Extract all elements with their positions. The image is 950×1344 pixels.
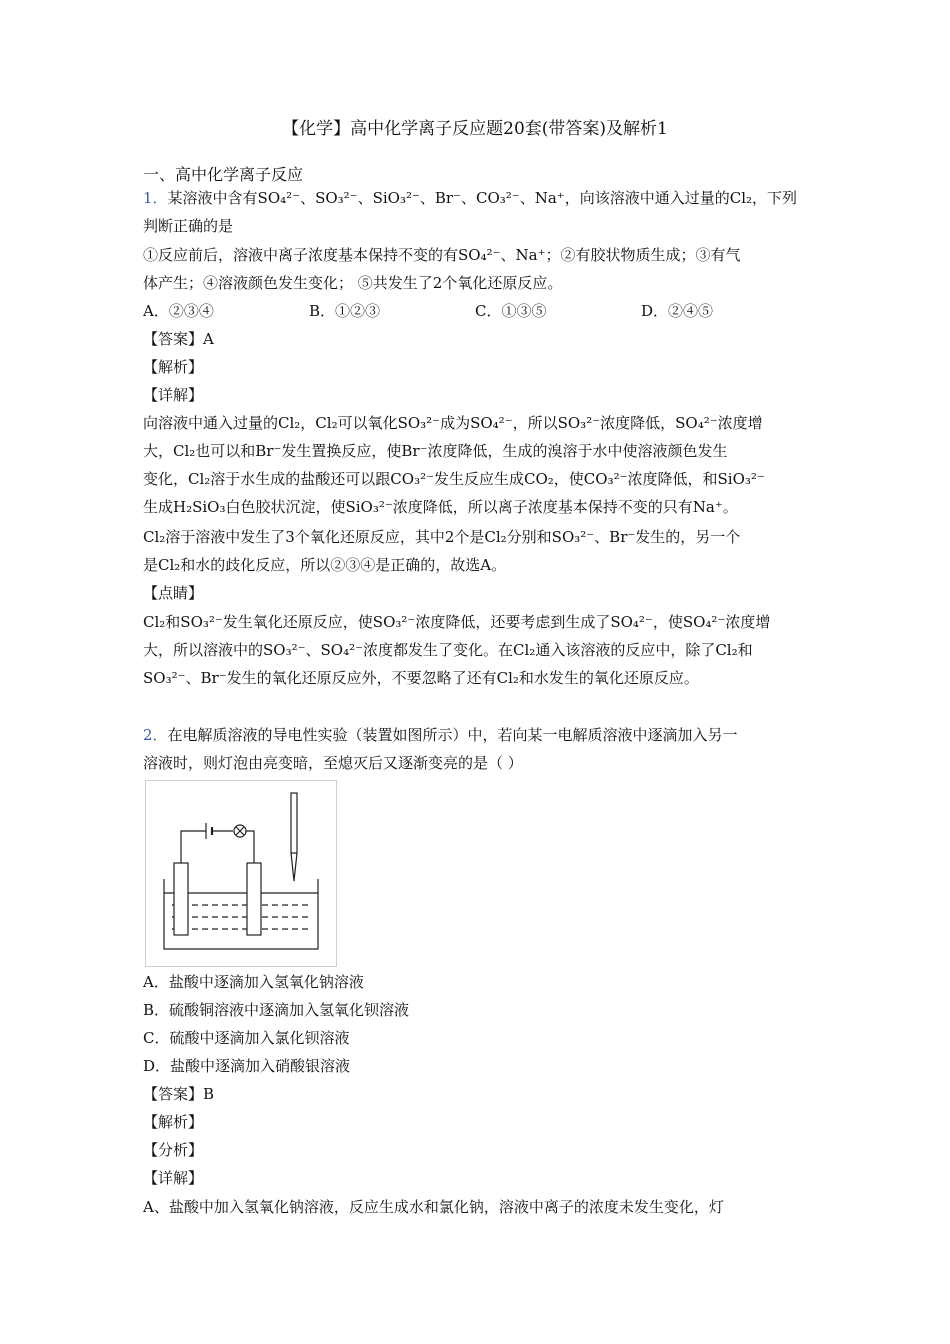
- question-1-tip-line: Cl₂和SO₃²⁻发生氧化还原反应，使SO₃²⁻浓度降低，还要考虑到生成了SO₄²⁻，使SO₄²⁻浓度增: [143, 613, 771, 631]
- question-1-statements-line-1: ①反应前后，溶液中离子浓度基本保持不变的有SO₄²⁻、Na⁺；②有胶状物质生成；③有气: [143, 246, 741, 264]
- question-2-option-b: B．硫酸铜溶液中逐滴加入氢氧化钡溶液: [143, 1001, 410, 1019]
- question-1-tip-line: 大，所以溶液中的SO₃²⁻、SO₄²⁻浓度都发生了变化。在Cl₂通入该溶液的反应中，除了Cl₂和: [143, 641, 753, 659]
- question-2-analysis2-heading: 【分析】: [143, 1141, 204, 1159]
- question-1-explanation-line: Cl₂溶于溶液中发生了3个氧化还原反应，其中2个是Cl₂分别和SO₃²⁻、Br⁻发生的，另一个: [143, 528, 741, 546]
- question-2-number: 2．: [143, 726, 168, 744]
- question-2-stem-line-1: 2．在电解质溶液的导电性实验（装置如图所示）中，若向某一电解质溶液中逐滴加入另一: [143, 726, 738, 744]
- conductivity-apparatus-diagram: [146, 781, 336, 966]
- question-1-detail-heading: 【详解】: [143, 386, 204, 404]
- conductivity-apparatus-figure: [145, 780, 337, 967]
- question-2-answer: 【答案】B: [143, 1085, 215, 1103]
- question-1-explanation-line: 大，Cl₂也可以和Br⁻发生置换反应，使Br⁻浓度降低，生成的溴溶于水中使溶液颜色发生: [143, 442, 728, 460]
- question-2-analysis-heading: 【解析】: [143, 1113, 204, 1131]
- question-2-option-c: C．硫酸中逐滴加入氯化钡溶液: [143, 1029, 350, 1047]
- page-title: 【化学】高中化学离子反应题20套(带答案)及解析1: [282, 119, 668, 139]
- question-1-explanation-line: 向溶液中通入过量的Cl₂，Cl₂可以氧化SO₃²⁻成为SO₄²⁻，所以SO₃²⁻浓度降低，SO₄²⁻浓度增: [143, 414, 763, 432]
- question-1-statements-line-2: 体产生；④溶液颜色发生变化； ⑤共发生了2个氧化还原反应。: [143, 274, 563, 292]
- question-1-option-b: B．①②③: [309, 302, 381, 320]
- question-1-explanation-line: 生成H₂SiO₃白色胶状沉淀，使SiO₃²⁻浓度降低，所以离子浓度基本保持不变的只有Na⁺。: [143, 498, 738, 516]
- question-2-detail-heading: 【详解】: [143, 1169, 204, 1187]
- section-heading: 一、高中化学离子反应: [143, 165, 304, 184]
- question-1-option-a: A．②③④: [143, 302, 214, 320]
- question-1-analysis-heading: 【解析】: [143, 358, 204, 376]
- question-2-option-a: A．盐酸中逐滴加入氢氧化钠溶液: [143, 973, 364, 991]
- question-1-options: [143, 301, 813, 321]
- question-2-stem-line-2: 溶液时，则灯泡由亮变暗，至熄灭后又逐渐变亮的是（ ）: [143, 754, 523, 772]
- question-1-tip-heading: 【点睛】: [143, 584, 204, 602]
- question-2-explanation-line: A、盐酸中加入氢氧化钠溶液，反应生成水和氯化钠，溶液中离子的浓度未发生变化，灯: [143, 1198, 724, 1216]
- question-1-option-c: C．①③⑤: [475, 302, 547, 320]
- question-1-answer: 【答案】A: [143, 330, 214, 348]
- question-1-stem-line-2: 判断正确的是: [143, 217, 234, 235]
- question-1-stem-line-1: 1．某溶液中含有SO₄²⁻、SO₃²⁻、SiO₃²⁻、Br⁻、CO₃²⁻、Na⁺，向该溶液中通入过量的Cl₂，下列: [143, 189, 798, 207]
- question-1-tip-line: SO₃²⁻、Br⁻发生的氧化还原反应外，不要忽略了还有Cl₂和水发生的氧化还原反应。: [143, 669, 699, 687]
- question-1-option-d: D．②④⑤: [641, 302, 714, 320]
- question-1-explanation-line: 变化，Cl₂溶于水生成的盐酸还可以跟CO₃²⁻发生反应生成CO₂，使CO₃²⁻浓度降低，和SiO₃²⁻: [143, 470, 765, 488]
- question-1-number: 1．: [143, 189, 168, 207]
- question-1-explanation-line: 是Cl₂和水的歧化反应，所以②③④是正确的，故选A。: [143, 556, 507, 574]
- question-2-option-d: D．盐酸中逐滴加入硝酸银溶液: [143, 1057, 351, 1075]
